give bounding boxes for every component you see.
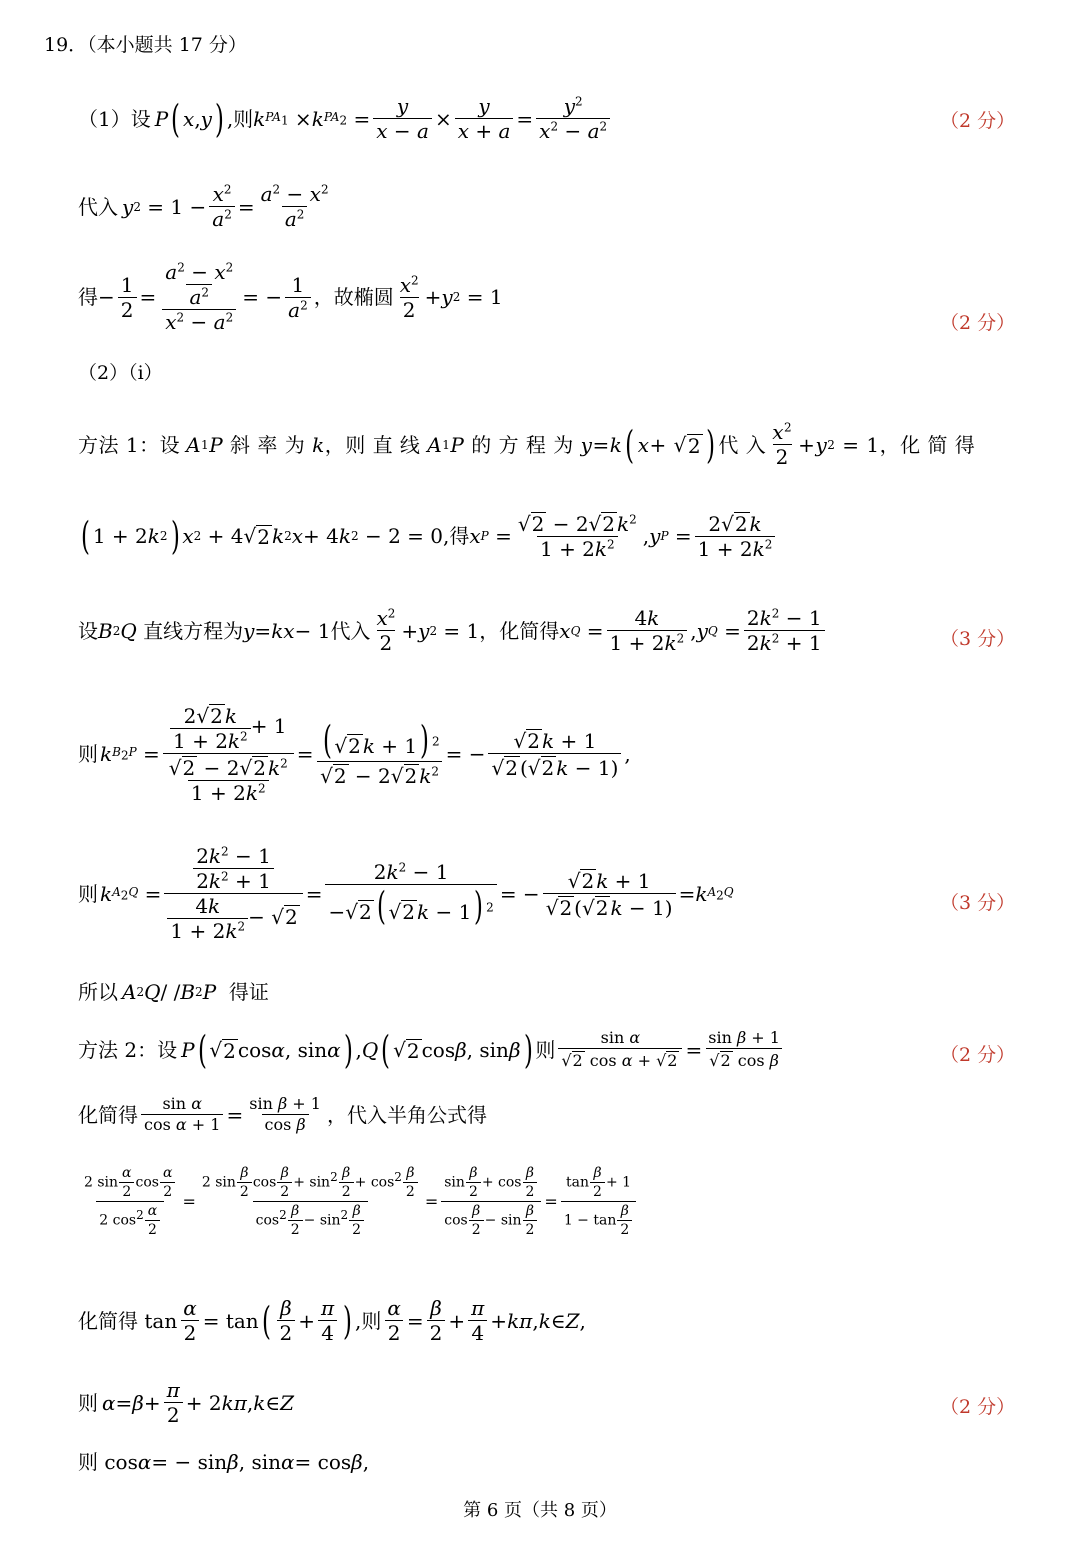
page-footer: 第 6 页（共 8 页） [463, 1500, 617, 1521]
method1-quadratic: ( 1 + 2 k 2 ) x 2 + 4√ 2 k 2 x + 4 k 2 − 2 = 0 ,得 x P = $\frac{√2 - 2√2 k^2}{1 + 2k^2}$ , y P = $\frac{2√2 k}{1 + 2k^2}$ [78, 512, 778, 559]
method2-simplified: 化简得 $\frac{\text{sin α}}{\text{cos α + 1}}$ = $\frac{\text{sin β + 1}}{\text{cos β}}$ ，代入半角公式得 [78, 1094, 487, 1134]
problem-title: 19．（本小题共 17 分） [44, 34, 247, 56]
score-label: （2 分） [940, 110, 1016, 132]
score-label: （3 分） [940, 892, 1016, 914]
alpha-line: 则 α = β + $\frac{\pi}{2}$ + 2 kπ , k ∈ Z [78, 1378, 295, 1427]
tan-line: 化简得 tan $\frac{\alpha}{2}$ = tan ( $\frac{\beta}{2}$ + $\frac{\pi}{4}$ ) ,则 $\frac{\alpha}{2}$ = $\frac{\beta}{2}$ + $\frac{\pi}{4}$ + kπ , k ∈ Z , [78, 1296, 586, 1345]
cos-line: 则 cos α = − sin β , sin α = cos β , [78, 1450, 370, 1474]
kb2p-line: 则 k $B_2P$ = $\frac{2√2 k}{1 + 2k^2}$ + 1 $\frac{√2 - 2√2 k^2}{1 + 2k^2}$ = $\frac{( √2 k + 1) ^2}{√2 - 2√2 k^2}$ = − $\frac{√2 k + 1}{√2 (√2 k - 1)}$ , [78, 704, 631, 805]
conclusion-line: 所以 A 2 Q / / B 2 P 得证 [78, 980, 269, 1004]
score-label: （2 分） [940, 312, 1016, 334]
part1-substitute: 代入 y 2 = 1 − $\frac{x^2}{a^2}$ = $\frac{a^2 - x^2}{a^2}$ [78, 182, 329, 231]
score-label: （2 分） [940, 1396, 1016, 1418]
ka2q-line: 则 k $A_2Q$ = $\frac{2k^2 - 1}{2k^2 + 1}$ $\frac{4k}{1 + 2k^2}$ − √2 = $\frac{2k^2 - 1}{-√2 ( √2 k - 1) ^2}$ = − $\frac{√2 k + 1}{√2 (√2 k - 1)}$ = k $A_2Q$ [78, 844, 734, 943]
method1-line: 方法 1：设 A 1 P 斜 率 为 k ，则 直 线 A 1 P 的 方 程 为 y = k ( x + √ 2 ) 代 入 $\frac{x^2}{2}$ + y 2 = 1 ，化 简 得 [78, 420, 976, 469]
b2q-line: 设 B 2 Q 直线方程为 y = kx − 1 代入 $\frac{x^2}{2}$ + y 2 = 1 ，化简得 x Q = $\frac{4k}{1 + 2k^2}$ , y Q = $\frac{2k^2 - 1}{2k^2 + 1}$ [78, 608, 828, 653]
score-label: （3 分） [940, 628, 1016, 650]
half-angle-line: 2 sin $\frac{\alpha}{2}$ cos $\frac{\alpha}{2}$ 2 $\cos^2$ $\frac{\alpha}{2}$ = 2 sin $\frac{\beta}{2}$ cos $\frac{\beta}{2}$ + $\sin^2$ $\frac{\beta}{2}$ + $\cos^2$ $\frac{\beta}{2}$ $\cos^2$ $\frac{\beta}{2}$ − $\sin^2$ $\frac{\beta}{2}$ = sin $\frac{\beta}{2}$ + cos $\frac{\beta}{2}$ cos $\frac{\beta}{2}$ − sin $\frac{\beta}{2}$ = tan $\frac{\beta}{2}$ + 1 1 − tan $\frac{\beta}{2}$ [78, 1166, 639, 1237]
score-label: （2 分） [940, 1044, 1016, 1066]
part1-result: 得 − $\frac{1}{2}$ = $\frac{\frac{a^2 - x^2}{a^2}}{x^2 - a^2}$ = − $\frac{1}{a^2}$ ，故椭圆 $\frac{x^2}{2}$ + y 2 = 1 [78, 260, 503, 334]
method2-line: 方法 2：设 P ( √ 2 cos α , sin α ) , Q ( √ 2 cos β , sin β ) 则 $\frac{\text{sin α}}{\text{√2 cos α + √2}}$ = $\frac{\text{sin β + 1}}{\text{√2 cos β}}$ [78, 1027, 780, 1072]
part1-slope-product: （1）设 P ( x , y ) ,则 k $PA_1$ × k $PA_2$ = $\frac{y}{x - a}$ × $\frac{y}{x + a}$ = $\frac{y^2}{x^2 - a^2}$ [78, 96, 613, 141]
part2-heading: （2）（i） [78, 362, 163, 384]
